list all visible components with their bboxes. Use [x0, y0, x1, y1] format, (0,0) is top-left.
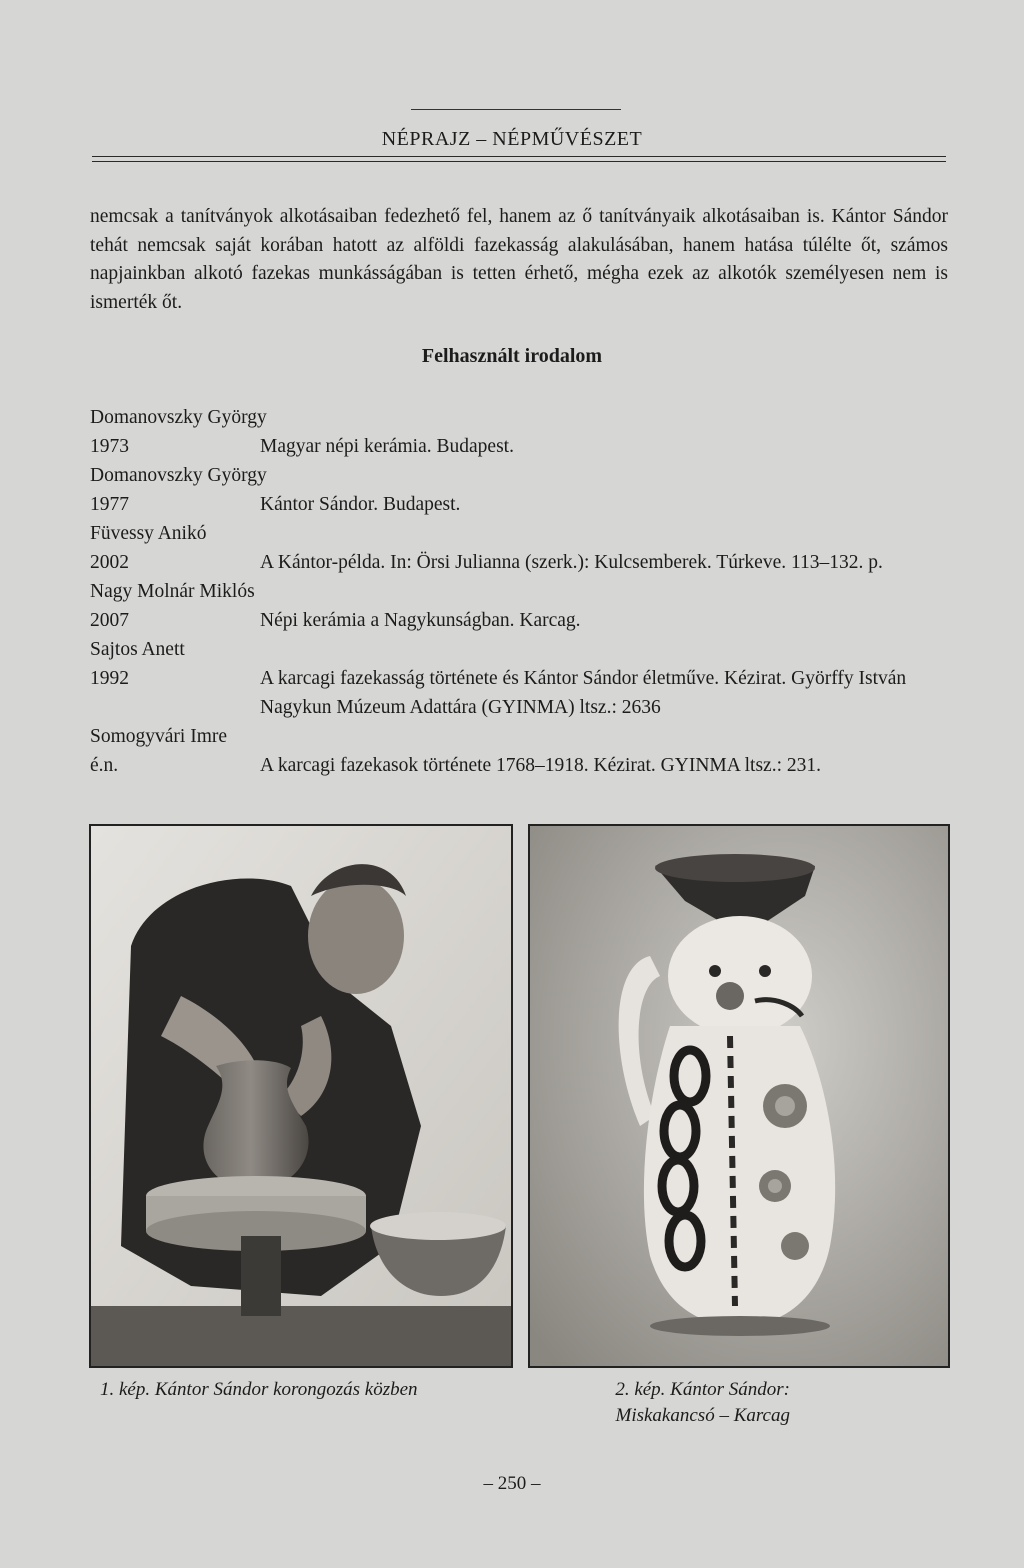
reference-year: é.n.	[90, 755, 119, 776]
reference-year: 2007	[90, 610, 129, 631]
reference-author: Sajtos Anett	[90, 639, 185, 660]
figure-1-photo	[89, 824, 513, 1368]
reference-title: A karcagi fazekasok története 1768–1918. Kézirat. GYINMA ltsz.: 231.	[260, 755, 822, 776]
potter-illustration	[91, 826, 511, 1366]
body-paragraph: nemcsak a tanítványok alkotásaiban fedezhető fel, hanem az ő tanítványaik alkotásaiban is. Kántor Sándor tehát nemcsak saját korában hatott az alföldi fazekasság alakulásában, hanem hatása túlélte őt, számos napjainkban alkotó fazekas munkásságában is tetten érhető, mégha ezek az alkotók személyesen nem is ismerték őt.	[90, 206, 948, 313]
running-header: NÉPRAJZ – NÉPMŰVÉSZET	[381, 128, 643, 150]
reference-author: Domanovszky György	[90, 465, 267, 486]
header-top-rule	[411, 109, 621, 110]
reference-author: Füvessy Anikó	[90, 523, 207, 544]
reference-title: Kántor Sándor. Budapest.	[260, 494, 461, 515]
references-list	[90, 403, 950, 780]
figure-2-caption: 2. kép. Kántor Sándor: Miskakancsó – Karcag	[615, 1379, 790, 1426]
references-heading: Felhasznált irodalom	[421, 345, 603, 367]
reference-entry	[90, 548, 950, 577]
reference-year: 1973	[90, 436, 129, 457]
reference-year: 1992	[90, 668, 129, 689]
reference-entry	[90, 432, 950, 461]
header-bottom-rule	[92, 156, 946, 162]
reference-entry	[90, 606, 950, 635]
figure-1-caption: 1. kép. Kántor Sándor korongozás közben	[100, 1379, 418, 1400]
reference-author: Nagy Molnár Miklós	[90, 581, 255, 602]
figure-2-photo	[528, 824, 950, 1368]
page-number: – 250 –	[483, 1473, 541, 1494]
reference-author: Domanovszky György	[90, 407, 267, 428]
reference-title: Népi kerámia a Nagykunságban. Karcag.	[260, 610, 581, 631]
reference-entry	[90, 490, 950, 519]
reference-title: Magyar népi kerámia. Budapest.	[260, 436, 514, 457]
reference-year: 1977	[90, 494, 129, 515]
reference-entry	[90, 664, 950, 722]
reference-author: Somogyvári Imre	[90, 726, 228, 747]
jug-illustration	[530, 826, 948, 1366]
reference-title: A karcagi fazekasság története és Kántor Sándor életműve. Kézirat. Györffy István Nagykun Múzeum Adattára (GYINMA) ltsz.: 2636	[260, 668, 907, 718]
reference-title: A Kántor-példa. In: Örsi Julianna (szerk.): Kulcsemberek. Túrkeve. 113–132. p.	[260, 552, 883, 573]
reference-entry	[90, 751, 950, 780]
reference-year: 2002	[90, 552, 129, 573]
